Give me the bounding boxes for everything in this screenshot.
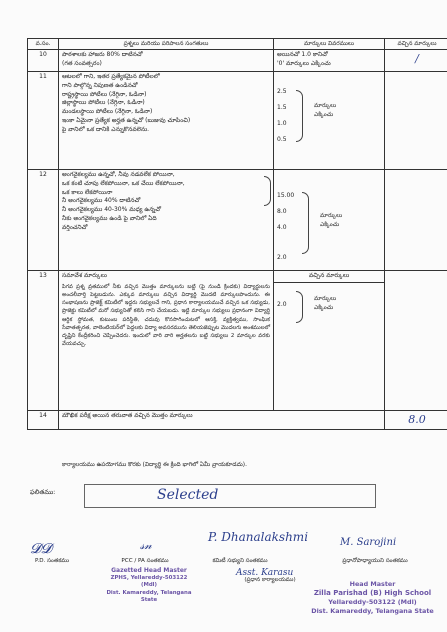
- mark-value: 2.0: [277, 301, 287, 309]
- header-questions: ప్రశ్నలు మరియు పరిపాలన సంగతులు: [59, 39, 274, 50]
- brace-label: మార్కులు ఎక్కించు: [314, 296, 337, 312]
- brace-icon: [264, 176, 271, 206]
- result-value: Selected: [157, 487, 219, 503]
- row-question: ఆటలలో గాని, ఇతర ప్రత్యేకమైన పోటీలలో గాని పాల్గొన్న నిపుణత ఉండినచో రాష్ట్రస్థాయి పోటీలు (నేగ్గినా, ఓడినా) జిల్లాస్థాయి పోటీలు (నేగ్గినా, ఓడినా) మండలస్థాయి పోటీలు (నేగ్గినా, ఓడినా) ఇంకా ఏమైనా ప్రత్యేక అర్హత ఉన్నచో (బుజువు చూపించి) పై వానిలో ఒక దానికి ఎన్నుకొనవలెను.: [59, 72, 274, 170]
- row-marks-details: [274, 170, 385, 271]
- row-question: సమావేశ మార్కులు పిగవ ప్రశ్న వ్రతములో నీకు వచ్చిన మొత్తం మార్కులను బట్టి (పై నుండి క్రిందకు) విద్యార్థులను అంచలీవార్తి పెట్టబడును. ఎక్కువ మార్కులు వచ్చిన విద్యార్థి మొదటి మార్కులపొందును. ఈ సంభాషణను ప్రాజెక్ట్ కమిటీలో ఇద్దరు సభ్యులచే గాని, ప్రధాన కార్యాలయముచే వచ్చిన ఒక సభ్యుడు, ప్రొజెక్టు కమిటీలో మరో సభ్యునితో కలిసి గాని చేయబడు. ఇట్టి మార్కుల సభ్యులు ప్రధానంగా విద్యార్థి ఆర్థిక స్థోమత, కుటుంబ పరిస్థితి, చదువు కొనసాగించుటలో ఆసక్తి, వ్యక్తిత్వము, సాంఘిక సేవాతత్పరత, వాలెంటియర్‌లో పెద్దలకు విద్యా అవసరమును తెలియజెప్పుట మొదలగు అంశములలో దృష్టిని కేంద్రీకరించి చెప్పించెదరు. ఇందులో వారి వారి అర్హతలను బట్టి సభ్యులు 2 మార్కుల వరకు వేయవచ్చు.: [59, 271, 274, 411]
- subheader-awarded: వచ్చిన మార్కులు: [274, 271, 384, 283]
- row-marks-details: [274, 271, 385, 411]
- brace-label: మార్కులు ఎక్కించు: [320, 213, 343, 229]
- mark-value: 15.00: [277, 192, 295, 200]
- signature-label-member: కమిటీ సభ్యుని సంతకము: [212, 558, 268, 564]
- mark-value: 2.0: [277, 254, 287, 262]
- row-awarded-mark: [385, 271, 447, 411]
- table-row: [28, 170, 447, 271]
- mark-value: 1.0: [277, 120, 287, 128]
- table-row: [28, 72, 447, 170]
- signature-label-pcc: PCC / PA సంతకము: [121, 558, 169, 564]
- brace-label: మార్కులు ఎక్కించు: [314, 103, 337, 119]
- mark-value: 8.0: [277, 208, 287, 216]
- total-mark: 8.0: [385, 411, 447, 430]
- result-box: [84, 484, 376, 508]
- signature-label-chair: ప్రధానోపాధ్యాయుని సంతకము: [342, 558, 408, 564]
- row-number: 10: [28, 50, 59, 72]
- signature-dhanalakshmi: P. Dhanalakshmi: [208, 530, 309, 544]
- table-header-row: [28, 39, 447, 50]
- row-marks-details: అయినచో 1.0 కానిచో '0' మార్కులు ఎక్కించు: [274, 50, 385, 72]
- signature-sarojini: M. Sarojini: [340, 537, 397, 548]
- row-number: 11: [28, 72, 59, 170]
- brace-icon: [302, 192, 309, 254]
- brace-icon: [296, 291, 303, 323]
- table-row: [28, 411, 447, 430]
- row-question: మౌఖిక పరీక్ష అయిన తరువాత వచ్చిన మొత్తం మార్కులు: [59, 411, 385, 430]
- school-stamp-2: Head Master Zilla Parishad (B) High School Yellareddy-503122 (Mdl) Dist. Kamareddy, Telangana State: [311, 580, 434, 615]
- header-marks-details: మార్కులు వివరములు: [274, 39, 385, 50]
- row-awarded-mark: [385, 72, 447, 170]
- mark-value: 1.5: [277, 104, 287, 112]
- signature-label-pd: P.D. సంతకము: [34, 558, 70, 564]
- signature-initials: 𝓓𝓓: [30, 541, 52, 557]
- marks-table: [27, 38, 447, 430]
- school-stamp-1: Gazetted Head Master ZPHS, Yellareddy-503122 (Mdl) Dist. Kamareddy, Telangana State: [106, 567, 192, 603]
- row-question: పాఠశాలకు హాజరు 80% దాటినచో (గత సంవత్సరం): [59, 50, 274, 72]
- row-question: అంగవైకల్యము ఉన్నచో, నీవు నడవలేక పోయినా, ఒక కంటి చూపు లేకపోయినా, ఒక చేయి లేకపోయినా, ఒక కాలు లేకపోయినా నీ అంగవైకల్యము 40% దాటినచో నీ అంగవైకల్యము 40-30% మధ్య ఉన్నచో నీకు అంగవైకల్యము ఉండి పై వానిలో ఏది వర్తించనిచో: [59, 170, 274, 271]
- footnote: కార్యాలయము ఉపయోగము కొరకు (విద్యార్థి ఈ క్రింది భాగిలో ఏమీ వ్రాయకూడదు).: [62, 462, 247, 468]
- mark-value: 4.0: [277, 224, 287, 232]
- row-number: 12: [28, 170, 59, 271]
- header-marks-awarded: వచ్చిన మార్కులు: [385, 39, 447, 50]
- brace-icon: [296, 90, 303, 142]
- signature-label-principal: (ప్రధాన కార్యాలయము): [244, 577, 296, 583]
- mark-value: 0.5: [277, 136, 287, 144]
- row-number: 13: [28, 271, 59, 411]
- header-sno: వ.సం.: [28, 39, 59, 50]
- result-label: ఫలితము:: [30, 488, 56, 496]
- row-marks-details: [274, 72, 385, 170]
- row-awarded-mark: /: [385, 50, 447, 72]
- table-row: [28, 50, 447, 72]
- signature-pcc: 𝓈𝓃: [140, 538, 152, 552]
- signature-second: Asst. Karasu: [236, 568, 294, 578]
- row-number: 14: [28, 411, 59, 430]
- mark-value: 2.5: [277, 88, 287, 96]
- row-awarded-mark: [385, 170, 447, 271]
- table-row: [28, 271, 447, 411]
